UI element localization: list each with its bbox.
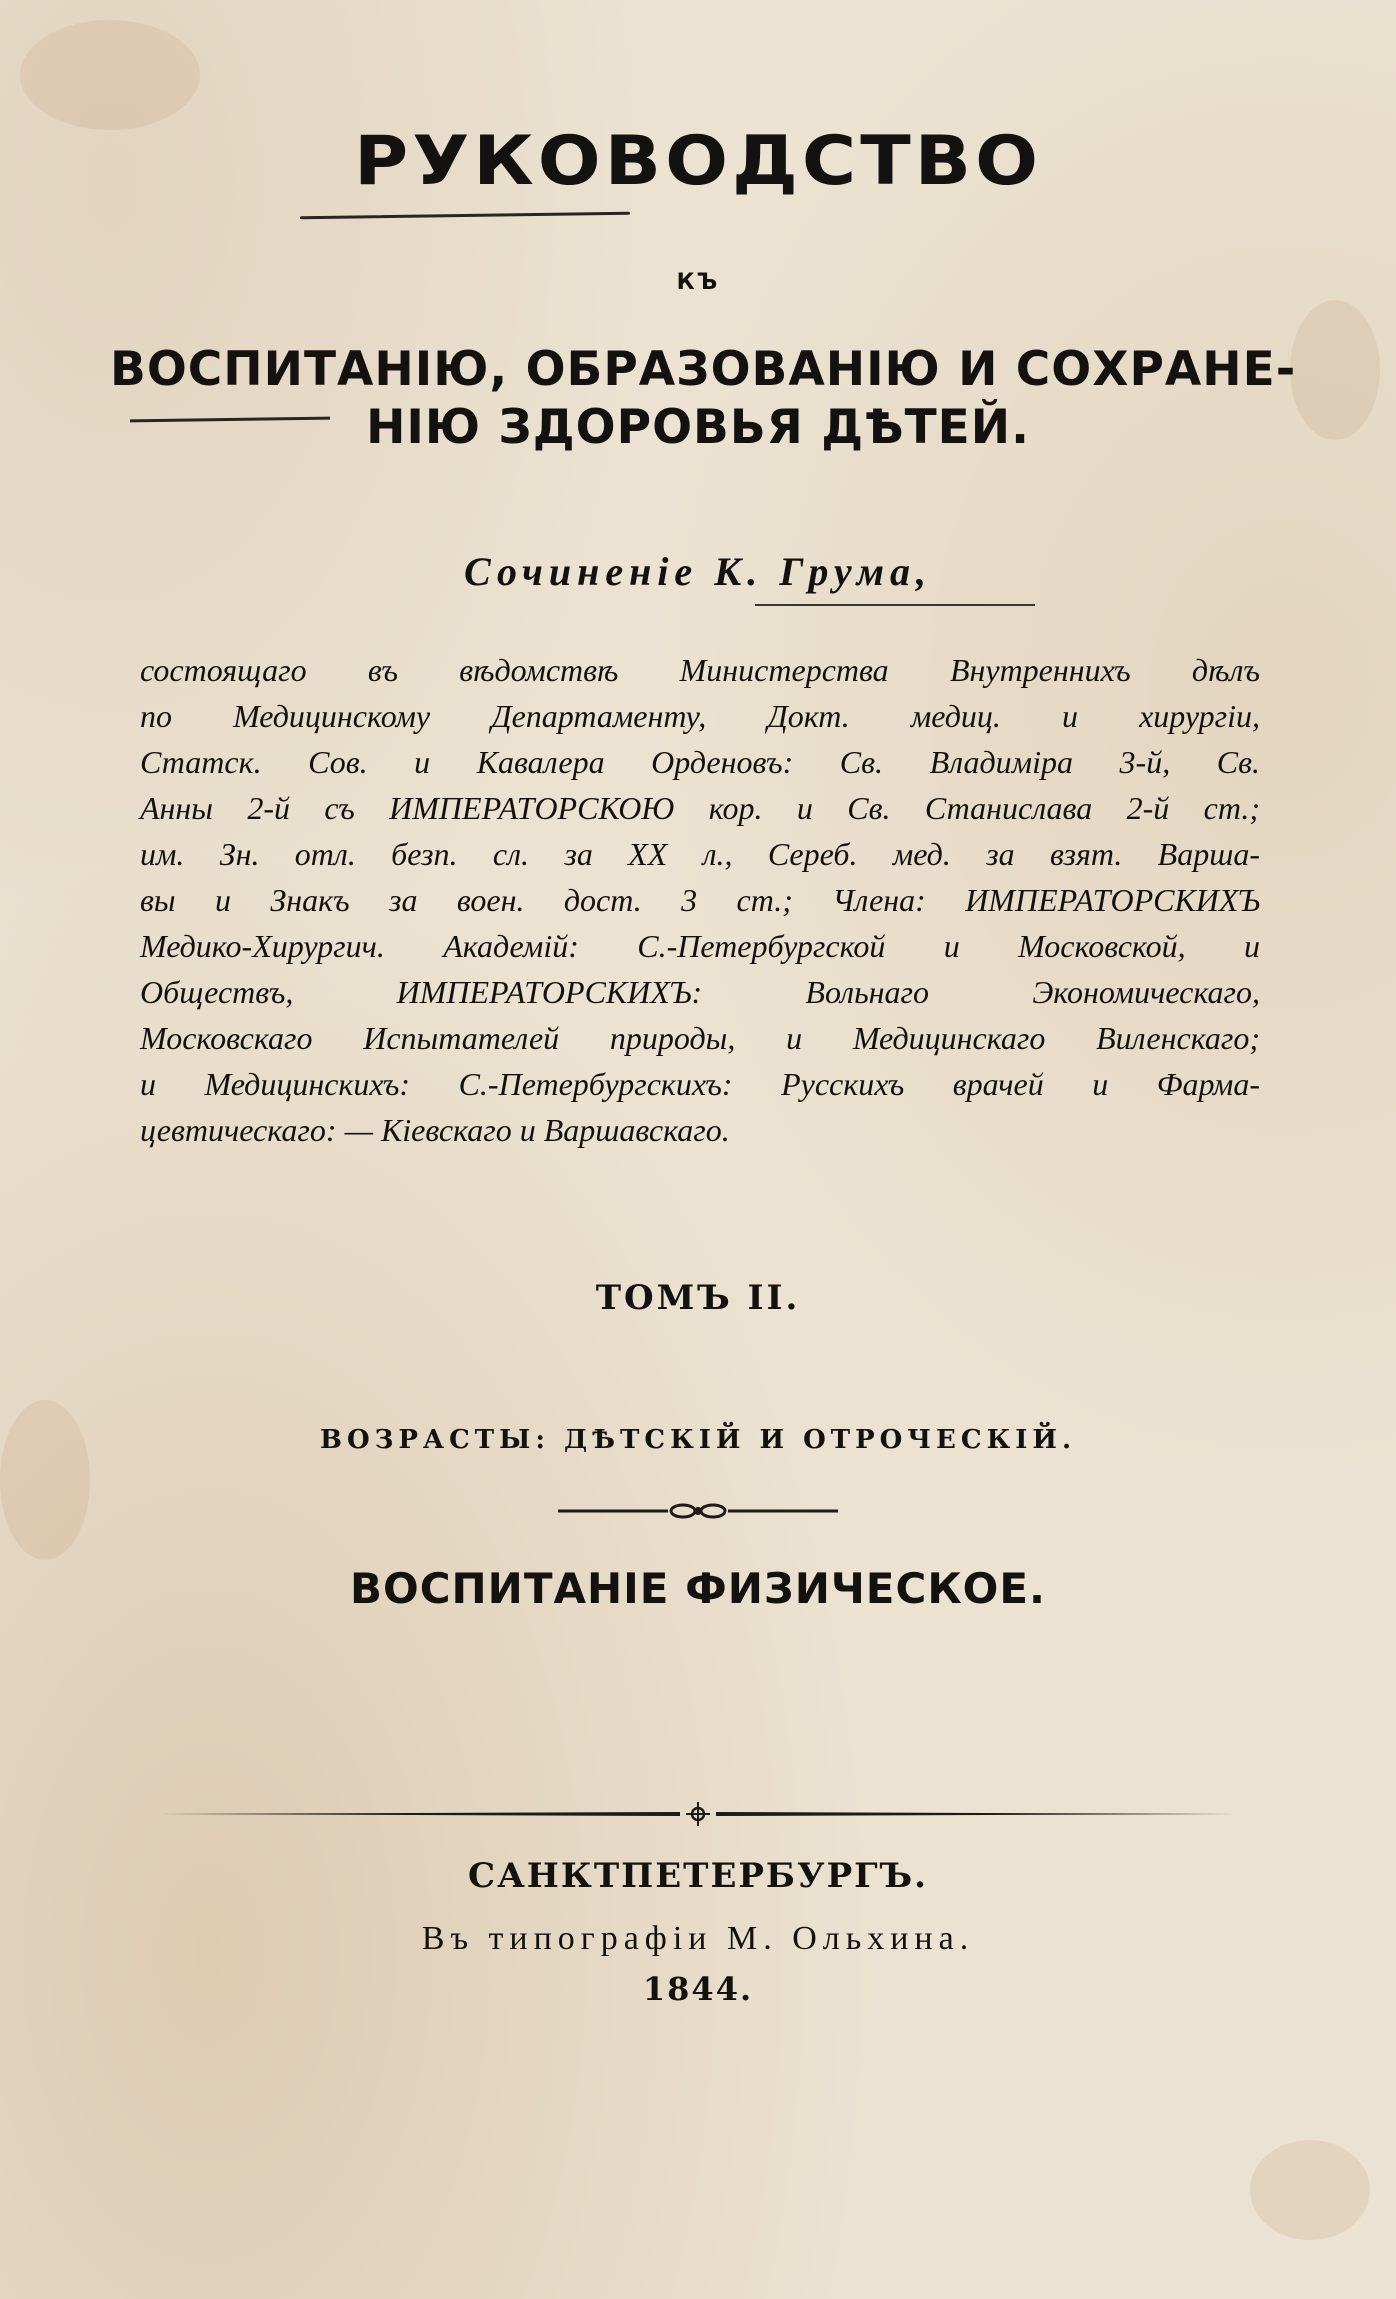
author-credentials-line: цевтическаго: — Кіевскаго и Варшавскаго.	[140, 1112, 730, 1148]
section-title: ВОСПИТАНІЕ ФИЗИЧЕСКОЕ.	[349, 1564, 1046, 1613]
subtitle-line-2: НІЮ ЗДОРОВЬЯ ДѢТЕЙ.	[366, 400, 1030, 455]
imprint-city: САНКТПЕТЕРБУРГЪ.	[468, 1856, 928, 1896]
author-credentials-line: Обществъ, ИМПЕРАТОРСКИХЪ: Вольнаго Экономическаго,	[140, 974, 1260, 1010]
imprint-year: 1844.	[642, 1970, 754, 2008]
pencil-underline	[300, 212, 630, 220]
author-credentials-line: и Медицинскихъ: С.-Петербургскихъ: Русскихъ врачей и Фарма-	[140, 1066, 1260, 1102]
volume-label: ТОМЪ II.	[595, 1278, 801, 1318]
pencil-underline	[755, 604, 1035, 606]
author-line: Сочиненіе К. Грума,	[463, 549, 932, 594]
paper-stain	[1250, 2140, 1370, 2240]
author-credentials-line: Статск. Сов. и Кавалера Орденовъ: Св. Владиміра 3-й, Св.	[140, 744, 1260, 780]
author-credentials-line: Медико-Хирургич. Академій: С.-Петербургской и Московской, и	[140, 928, 1260, 964]
author-credentials-line: вы и Знакъ за воен. дост. 3 ст.; Члена: ИМПЕРАТОРСКИХЪ	[140, 882, 1260, 918]
ornament-divider	[558, 1501, 838, 1521]
preposition-ke: КЪ	[676, 270, 720, 295]
imprint-divider	[160, 1800, 1236, 1828]
imprint-printer: Въ типографіи М. Ольхина.	[421, 1920, 975, 1957]
paper-stain	[1290, 300, 1380, 440]
subtitle-line-1: ВОСПИТАНІЮ, ОБРАЗОВАНІЮ И СОХРАНЕ-	[110, 342, 1297, 397]
author-credentials-line: по Медицинскому Департаменту, Докт. медиц. и хирургіи,	[140, 698, 1260, 734]
author-credentials-line: Анны 2-й съ ИМПЕРАТОРСКОЮ кор. и Св. Станислава 2-й ст.;	[140, 790, 1260, 826]
paper-stain	[0, 1400, 90, 1560]
author-credentials-line: состоящаго въ вѣдомствѣ Министерства Внутреннихъ дѣлъ	[140, 652, 1260, 688]
author-credentials-line: им. Зн. отл. безп. сл. за XX л., Сереб. мед. за взят. Варша-	[140, 836, 1260, 872]
author-credentials-line: Московскаго Испытателей природы, и Медицинскаго Виленскаго;	[140, 1020, 1260, 1056]
book-title: РУКОВОДСТВО	[354, 121, 1042, 201]
paper-stain	[20, 20, 200, 130]
ages-line: ВОЗРАСТЫ: ДѢТСКІЙ И ОТРОЧЕСКІЙ.	[319, 1425, 1076, 1455]
